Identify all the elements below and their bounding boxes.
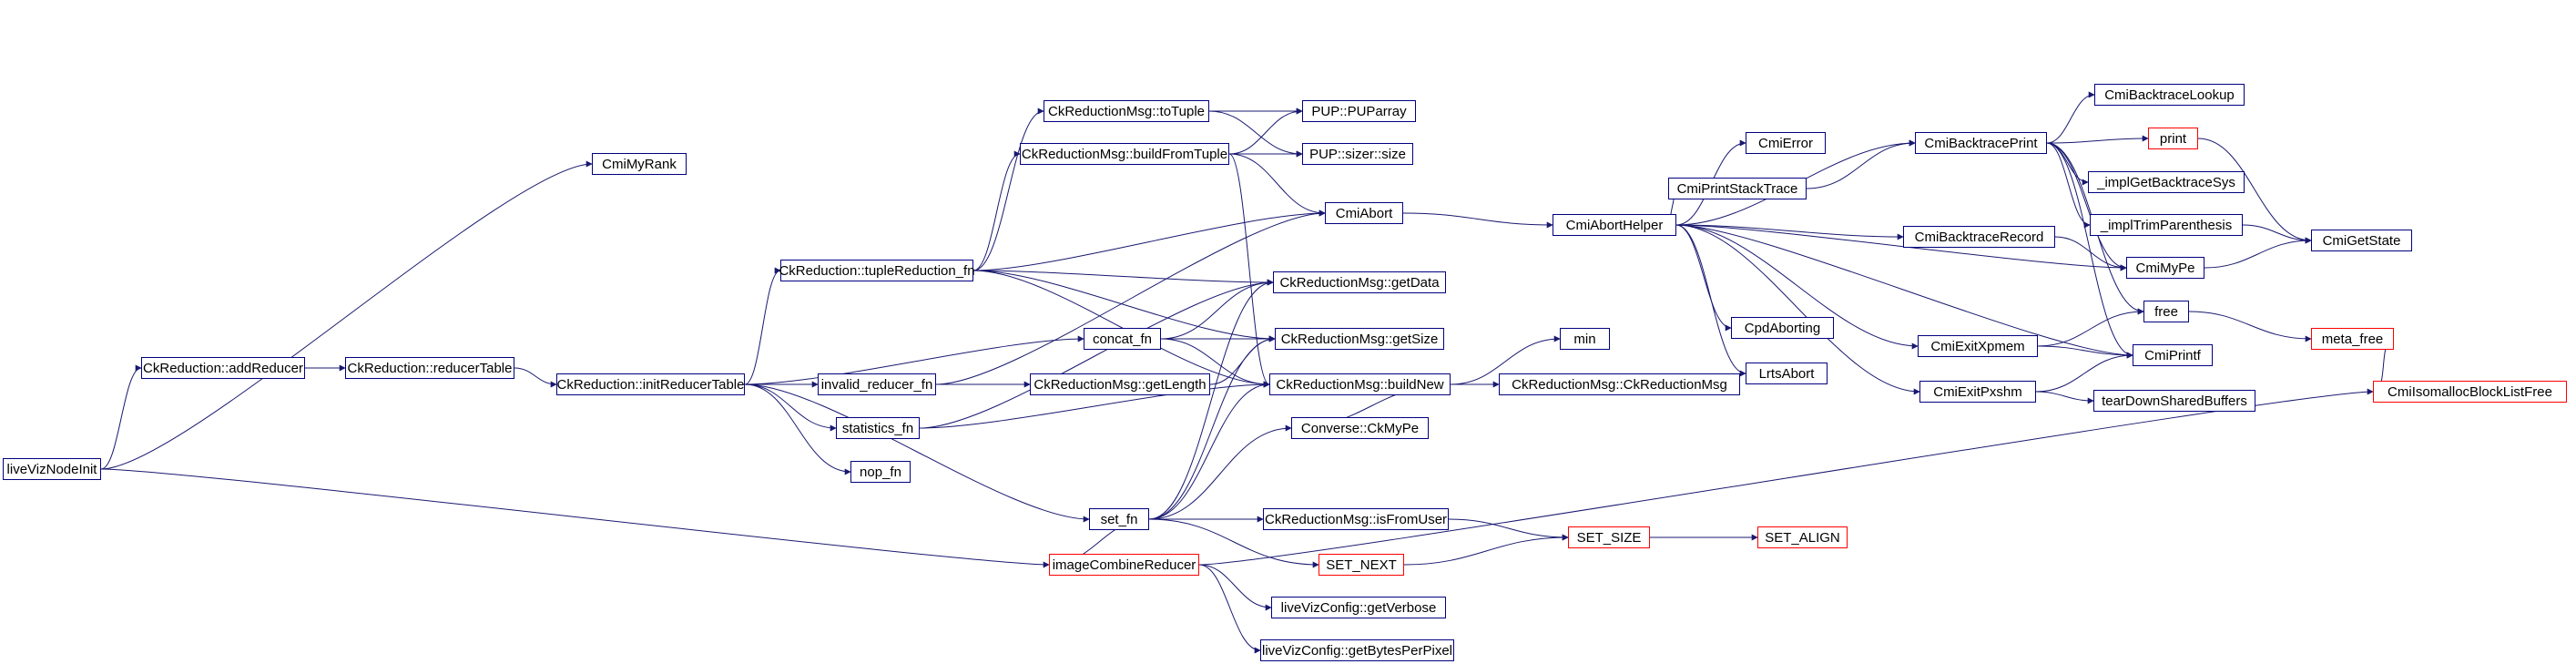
graph-node-label: SET_ALIGN bbox=[1765, 529, 1840, 546]
graph-node-label: concat_fn bbox=[1092, 331, 1153, 347]
graph-node[interactable] bbox=[1302, 143, 1413, 165]
graph-node[interactable] bbox=[1915, 132, 2047, 154]
graph-node-label: CkReductionMsg::getSize bbox=[1280, 331, 1439, 347]
graph-node-label: CmiIsomallocBlockListFree bbox=[2388, 383, 2552, 400]
graph-node-label: SET_NEXT bbox=[1326, 557, 1397, 573]
graph-node-label: CmiGetState bbox=[2322, 232, 2401, 249]
graph-node-label: nop_fn bbox=[860, 464, 901, 480]
graph-node[interactable] bbox=[1020, 143, 1229, 165]
graph-edge bbox=[101, 164, 592, 469]
graph-node-label: CmiExitPxshm bbox=[1933, 383, 2022, 400]
graph-edge bbox=[2036, 392, 2093, 401]
graph-node-label: set_fn bbox=[1100, 511, 1138, 527]
graph-node[interactable] bbox=[1260, 639, 1454, 661]
graph-edge bbox=[101, 368, 141, 469]
graph-node-label: CmiPrintf bbox=[2144, 347, 2201, 363]
graph-node-label: CkReductionMsg::CkReductionMsg bbox=[1512, 376, 1727, 393]
graph-node[interactable] bbox=[1044, 100, 1209, 122]
graph-node[interactable] bbox=[1668, 178, 1807, 199]
graph-node[interactable] bbox=[1903, 226, 2055, 248]
graph-node[interactable] bbox=[1089, 508, 1149, 530]
graph-node[interactable] bbox=[1325, 202, 1403, 224]
graph-node-label: CmiAbortHelper bbox=[1565, 217, 1664, 233]
graph-node-label: _implGetBacktraceSys bbox=[2097, 174, 2235, 190]
graph-node[interactable] bbox=[592, 153, 687, 175]
graph-node-label: CmiBacktraceLookup bbox=[2104, 87, 2235, 103]
graph-edge bbox=[514, 368, 556, 384]
graph-node[interactable] bbox=[836, 417, 920, 439]
graph-node-label: CmiMyPe bbox=[2135, 260, 2195, 276]
graph-node[interactable] bbox=[1499, 373, 1740, 395]
graph-node[interactable] bbox=[1319, 554, 1404, 576]
graph-node-label: _implTrimParenthesis bbox=[2100, 217, 2233, 233]
graph-edge bbox=[2204, 240, 2311, 268]
graph-node[interactable] bbox=[2090, 214, 2243, 236]
graph-node[interactable] bbox=[2126, 257, 2204, 279]
graph-edge bbox=[2038, 312, 2143, 346]
graph-node-label: liveVizConfig::getVerbose bbox=[1280, 599, 1437, 616]
graph-node[interactable] bbox=[2093, 390, 2255, 412]
graph-edge bbox=[1199, 565, 1271, 608]
graph-node[interactable] bbox=[3, 458, 101, 480]
graph-node-label: statistics_fn bbox=[841, 420, 914, 436]
graph-edge bbox=[1404, 537, 1568, 565]
graph-node[interactable] bbox=[1030, 373, 1210, 395]
graph-node-label: CkReduction::addReducer bbox=[143, 360, 303, 376]
graph-node-label: print bbox=[2159, 130, 2187, 147]
graph-node-label: Converse::CkMyPe bbox=[1300, 420, 1420, 436]
graph-node[interactable] bbox=[1560, 328, 1610, 350]
graph-edge bbox=[2047, 95, 2094, 143]
graph-node-label: CmiPrintStackTrace bbox=[1676, 180, 1798, 197]
graph-edge bbox=[2036, 355, 2133, 392]
graph-node[interactable] bbox=[2311, 230, 2412, 251]
graph-node[interactable] bbox=[1269, 373, 1451, 395]
graph-node[interactable] bbox=[2094, 84, 2245, 106]
graph-node[interactable] bbox=[1302, 100, 1416, 122]
graph-node-label: CkReductionMsg::buildFromTuple bbox=[1021, 146, 1228, 162]
graph-edge bbox=[1149, 339, 1275, 519]
graph-edge bbox=[2047, 143, 2088, 182]
graph-node-label: CkReductionMsg::getData bbox=[1279, 274, 1440, 291]
graph-edge bbox=[745, 384, 1089, 519]
graph-node-label: CmiAbort bbox=[1335, 205, 1393, 221]
graph-node[interactable] bbox=[1275, 328, 1444, 350]
graph-edge bbox=[1199, 565, 1260, 650]
graph-edge bbox=[1229, 111, 1302, 154]
graph-edge bbox=[1676, 225, 2126, 268]
graph-edge bbox=[2243, 225, 2311, 240]
graph-edge bbox=[1676, 225, 1746, 373]
graph-node[interactable] bbox=[1746, 363, 1828, 384]
graph-edge bbox=[973, 111, 1044, 271]
graph-edge bbox=[2189, 312, 2311, 339]
graph-node[interactable] bbox=[1084, 328, 1161, 350]
graph-node-label: SET_SIZE bbox=[1576, 529, 1642, 546]
graph-node-label: LrtsAbort bbox=[1758, 365, 1815, 382]
graph-node-label: tearDownSharedBuffers bbox=[2102, 393, 2247, 409]
graph-node[interactable] bbox=[1746, 132, 1826, 154]
graph-node-label: CmiBacktracePrint bbox=[1924, 135, 2038, 151]
graph-node-label: min bbox=[1573, 331, 1596, 347]
graph-node-label: CkReductionMsg::toTuple bbox=[1047, 103, 1206, 119]
graph-node[interactable] bbox=[1263, 508, 1449, 530]
graph-node-label: CkReduction::tupleReduction_fn bbox=[779, 262, 975, 279]
graph-node-label: imageCombineReducer bbox=[1052, 557, 1196, 573]
graph-node[interactable] bbox=[1273, 271, 1446, 293]
graph-node[interactable] bbox=[1568, 526, 1650, 548]
graph-edge bbox=[936, 213, 1325, 384]
graph-node-label: CmiExitXpmem bbox=[1930, 338, 2025, 354]
graph-node-label: liveVizNodeInit bbox=[6, 461, 97, 477]
graph-node[interactable] bbox=[2143, 301, 2189, 322]
graph-node-label: CmiMyRank bbox=[602, 156, 677, 172]
graph-node-label: free bbox=[2154, 303, 2178, 320]
graph-node-label: meta_free bbox=[2321, 331, 2384, 347]
graph-node[interactable] bbox=[780, 260, 973, 281]
graph-node[interactable] bbox=[850, 461, 911, 483]
graph-node[interactable] bbox=[2148, 128, 2198, 149]
graph-node[interactable] bbox=[1731, 317, 1834, 339]
graph-node[interactable] bbox=[1757, 526, 1848, 548]
graph-node[interactable] bbox=[1271, 597, 1446, 618]
graph-node-label: CkReductionMsg::isFromUser bbox=[1264, 511, 1448, 527]
graph-node[interactable] bbox=[1918, 335, 2038, 357]
graph-node[interactable] bbox=[2311, 328, 2394, 350]
graph-node[interactable] bbox=[818, 373, 936, 395]
graph-node-label: liveVizConfig::getBytesPerPixel bbox=[1262, 642, 1452, 659]
graph-edge bbox=[1149, 384, 1269, 519]
graph-edge bbox=[745, 271, 780, 384]
graph-edge bbox=[2047, 143, 2090, 225]
graph-node[interactable] bbox=[345, 357, 514, 379]
graph-node-label: CpdAborting bbox=[1744, 320, 1821, 336]
graph-node[interactable] bbox=[556, 373, 745, 395]
graph-node[interactable] bbox=[1553, 214, 1676, 236]
graph-edge bbox=[1229, 154, 1269, 384]
graph-node-label: PUP::sizer::size bbox=[1309, 146, 1406, 162]
graph-edge bbox=[973, 213, 1325, 271]
graph-edge bbox=[101, 469, 1049, 565]
graph-node-label: CkReductionMsg::getLength bbox=[1033, 376, 1207, 393]
graph-edge bbox=[973, 271, 1273, 282]
graph-node-label: PUP::PUParray bbox=[1311, 103, 1407, 119]
graph-node-label: CkReduction::reducerTable bbox=[347, 360, 513, 376]
graph-node[interactable] bbox=[2133, 344, 2213, 366]
graph-node[interactable] bbox=[2373, 381, 2567, 403]
graph-node-label: CmiBacktraceRecord bbox=[1914, 229, 2044, 245]
graph-node-label: invalid_reducer_fn bbox=[820, 376, 933, 393]
graph-edge bbox=[1403, 213, 1553, 225]
graph-node[interactable] bbox=[1049, 554, 1199, 576]
graph-edge bbox=[2047, 138, 2148, 143]
graph-node[interactable] bbox=[1919, 381, 2036, 403]
graph-node[interactable] bbox=[141, 357, 305, 379]
graph-node-label: CkReductionMsg::buildNew bbox=[1276, 376, 1444, 393]
graph-node-label: CkReduction::initReducerTable bbox=[556, 376, 745, 393]
graph-node[interactable] bbox=[1291, 417, 1429, 439]
graph-node[interactable] bbox=[2088, 171, 2245, 193]
graph-node-label: CmiError bbox=[1758, 135, 1813, 151]
